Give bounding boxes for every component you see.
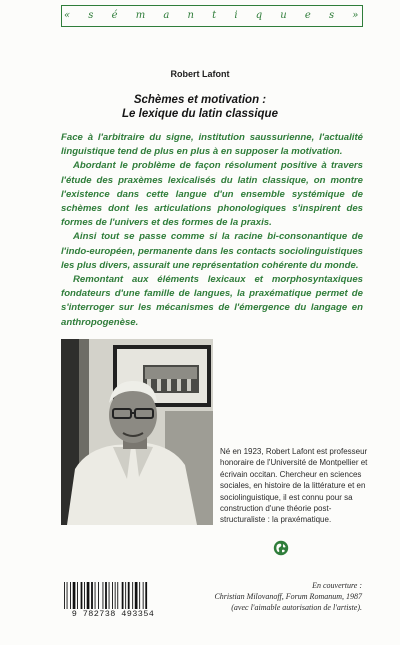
barcode-bar bbox=[64, 582, 65, 609]
author-bio: Né en 1923, Robert Lafont est professeur honoraire de l'Université de Montpellier et écrivain occitan. Chercheur en sciences sociales, en histoire de la littérature et en sociolinguistique, il est connu pour sa construction d'une théorie post-structuraliste : la praxématique. bbox=[220, 447, 368, 525]
barcode-bar bbox=[143, 582, 144, 609]
barcode-bar bbox=[77, 582, 78, 609]
barcode-bar bbox=[115, 582, 116, 609]
barcode-bar bbox=[81, 582, 83, 609]
cover-credits bbox=[200, 580, 362, 613]
series-title: « s é m a n t i q u e s » bbox=[64, 10, 366, 21]
book-title-line1: Schèmes et motivation : bbox=[133, 94, 267, 106]
barcode-bar bbox=[135, 582, 138, 609]
credits-line: Christian Milovanoff, Forum Romanum, 1987 bbox=[214, 592, 362, 601]
author-name: Robert Lafont bbox=[170, 69, 230, 79]
barcode-bar bbox=[98, 582, 99, 609]
author-photo-image bbox=[61, 339, 213, 525]
barcode-bar bbox=[91, 582, 93, 609]
barcode-bar bbox=[125, 582, 126, 609]
abstract-paragraph: Remontant aux éléments lexicaux et morphosyntaxiques fondateurs d'une famille de langues, la praxématique permet de s'interroger sur les mécanismes de l'émergence du langage en anthropogenèse. bbox=[61, 274, 363, 328]
barcode-bar bbox=[132, 582, 133, 609]
barcode-bar bbox=[87, 582, 90, 609]
barcode-number: 9 782738 493354 bbox=[71, 609, 155, 619]
barcode-bar bbox=[128, 582, 130, 609]
barcode-bar bbox=[105, 582, 107, 609]
barcode bbox=[62, 582, 158, 609]
barcode-bar bbox=[112, 582, 113, 609]
barcode-bar bbox=[145, 582, 147, 609]
barcode-bar bbox=[109, 582, 110, 609]
barcode-bar bbox=[84, 582, 85, 609]
abstract-paragraph: Abordant le problème de façon résolument positive à travers l'étude des praxèmes lexicalisés du latin classique, on montre l'existence dans cette langue d'un ensemble systémique de schèmes dont les articulations phonologiques s'inspirent des formes de l'univers et des formes de la praxis. bbox=[61, 160, 363, 229]
barcode-bar bbox=[103, 582, 104, 609]
barcode-bar bbox=[122, 582, 124, 609]
abstract-text bbox=[61, 131, 363, 330]
globe-logo-icon bbox=[273, 540, 289, 556]
abstract-paragraph: Ainsi tout se passe comme si la racine bi-consonantique de l'indo-européen, permanente dans les contacts sociolinguistiques les plus divers, assurait une représentation cohérente du monde. bbox=[61, 231, 363, 271]
abstract-paragraph: Face à l'arbitraire du signe, institution saussurienne, l'actualité linguistique tend de plus en plus à en supposer la motivation. bbox=[61, 132, 363, 158]
author-photo bbox=[61, 339, 213, 525]
credits-line: (avec l'aimable autorisation de l'artiste). bbox=[231, 603, 362, 612]
barcode-bar bbox=[70, 582, 71, 609]
barcode-bar bbox=[117, 582, 118, 609]
credits-line: En couverture : bbox=[312, 581, 362, 590]
barcode-bar bbox=[139, 582, 140, 609]
book-title-line2: Le lexique du latin classique bbox=[122, 108, 278, 120]
barcode-bar bbox=[67, 582, 68, 609]
barcode-bar bbox=[95, 582, 96, 609]
barcode-bar bbox=[73, 582, 76, 609]
